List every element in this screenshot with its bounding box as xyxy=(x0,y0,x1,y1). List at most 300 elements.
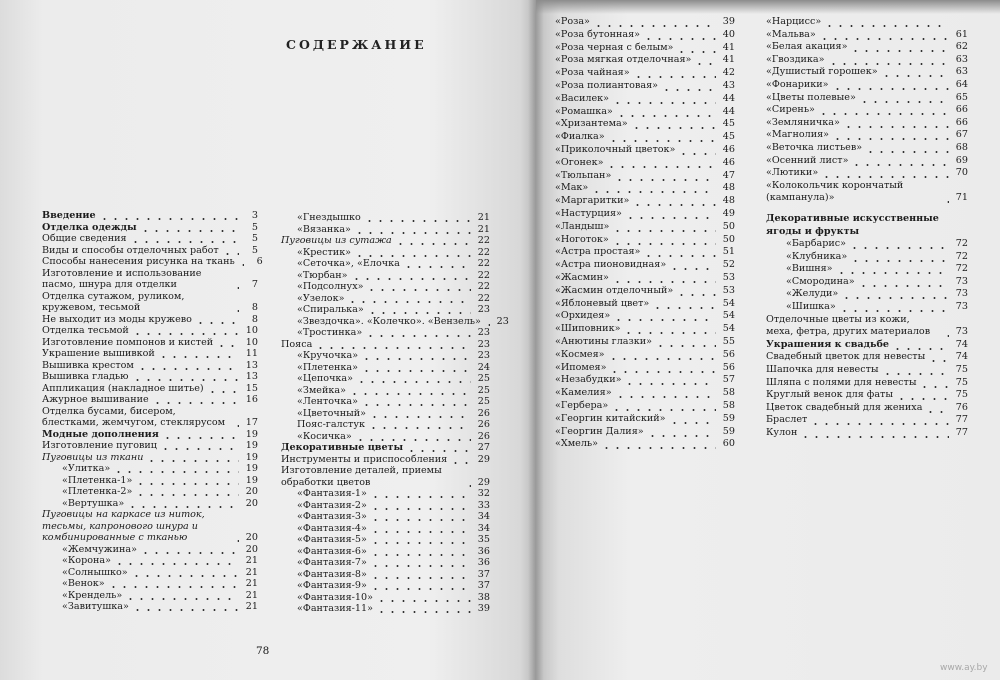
toc-entry-title: «Тюльпан» xyxy=(555,169,612,181)
toc-entry-title: «Настурция» xyxy=(555,207,622,219)
dot-leader xyxy=(616,106,716,119)
toc-entry-title: Пуговицы из сутажа xyxy=(281,235,392,246)
toc-entry-page: 11 xyxy=(245,348,258,359)
toc-entry xyxy=(555,195,735,208)
toc-entry-page: 60 xyxy=(722,438,735,450)
toc-entry-title: Шапочка для невесты xyxy=(766,364,879,376)
toc-entry-title: Вышивка гладью xyxy=(42,371,129,382)
dot-leader xyxy=(601,438,716,451)
toc-entry xyxy=(555,54,735,67)
toc-entry xyxy=(281,523,490,535)
toc-entry-page: 37 xyxy=(477,568,490,580)
toc-entry-title: «Астра пионовидная» xyxy=(555,259,667,271)
toc-entry-page: 75 xyxy=(955,364,968,376)
toc-entry-title: «Фантазия-6» xyxy=(297,545,367,557)
toc-entry-page: 75 xyxy=(955,376,968,388)
toc-entry-title: «Нарцисс» xyxy=(766,16,822,27)
toc-entry xyxy=(555,170,735,183)
toc-entry xyxy=(555,259,735,272)
dot-leader xyxy=(676,42,716,55)
toc-entry xyxy=(766,288,968,301)
toc-entry xyxy=(281,408,490,420)
toc-entry-title: «Роза бутонная» xyxy=(555,28,641,40)
toc-entry xyxy=(555,349,735,362)
toc-entry-title: Общие сведения xyxy=(42,233,127,244)
toc-entry xyxy=(555,387,735,400)
toc-entry-page: 23 xyxy=(477,304,490,315)
toc-entry-title: «Косичка» xyxy=(297,430,352,442)
toc-entry-page: 75 xyxy=(955,389,968,401)
toc-entry xyxy=(555,438,735,451)
toc-entry-title: Пояс-галстук xyxy=(297,419,365,430)
toc-entry xyxy=(766,180,968,205)
toc-entry-page: 22 xyxy=(477,258,490,269)
toc-entry xyxy=(555,144,735,157)
dot-leader xyxy=(146,452,239,464)
toc-entry xyxy=(555,67,735,80)
toc-entry-title: «Фантазия-11» xyxy=(297,603,373,614)
dot-leader xyxy=(369,408,471,420)
toc-entry xyxy=(281,270,490,282)
toc-entry-page: 58 xyxy=(722,399,735,411)
toc-entry xyxy=(281,511,490,523)
dot-leader xyxy=(669,259,716,272)
dot-leader xyxy=(135,475,239,487)
page-edge-shadow xyxy=(536,0,1000,14)
dot-leader xyxy=(643,29,716,42)
toc-entry xyxy=(555,182,735,195)
toc-entry-title: «Ромашка» xyxy=(555,105,613,117)
toc-column-1 xyxy=(42,210,263,613)
toc-entry-page: 63 xyxy=(955,53,968,65)
toc-entry-page: 37 xyxy=(477,580,490,591)
dot-leader xyxy=(694,54,716,67)
toc-entry-page: 34 xyxy=(477,511,490,522)
toc-entry-page: 20 xyxy=(245,532,258,543)
toc-entry xyxy=(766,117,968,130)
toc-entry-page: 54 xyxy=(722,297,735,309)
dot-leader xyxy=(824,16,949,29)
toc-entry-page: 8 xyxy=(251,313,258,325)
toc-entry-title: Вышивка крестом xyxy=(42,359,134,371)
toc-entry-page: 66 xyxy=(955,116,968,128)
toc-entry-title: «Роза» xyxy=(555,16,590,27)
toc-entry-title: Изготовление и использование пасмо, шнура для отделки xyxy=(42,267,202,290)
toc-entry-page: 76 xyxy=(955,401,968,413)
toc-entry xyxy=(281,431,490,443)
toc-entry-title: «Фантазия-3» xyxy=(297,511,367,522)
toc-entry-title: «Роза мягкая отделочная» xyxy=(555,54,692,66)
toc-entry-title: Отделка одежды xyxy=(42,221,137,233)
toc-entry-page: 46 xyxy=(722,156,735,168)
dot-leader xyxy=(370,500,471,512)
toc-entry-title: «Анютины глазки» xyxy=(555,335,652,347)
toc-entry-title: «Солнышко» xyxy=(62,566,128,578)
toc-entry xyxy=(766,364,968,377)
toc-entry-page: 22 xyxy=(477,235,490,246)
toc-entry xyxy=(766,389,968,402)
dot-leader xyxy=(608,131,716,144)
dot-leader xyxy=(841,288,949,301)
toc-entry-page: 47 xyxy=(722,169,735,181)
toc-entry xyxy=(281,454,490,466)
dot-leader xyxy=(836,263,949,276)
toc-entry xyxy=(281,224,490,236)
dot-leader xyxy=(810,414,949,427)
toc-entry-page: 35 xyxy=(477,534,490,545)
dot-leader xyxy=(612,93,716,106)
dot-leader xyxy=(928,351,949,364)
toc-entry xyxy=(281,212,490,224)
toc-entry xyxy=(766,155,968,168)
toc-entry-title: Украшения к свадьбе xyxy=(766,338,890,350)
toc-entry xyxy=(766,427,968,440)
toc-entry-title: «Колокольчик корончатый (кампанула)» xyxy=(766,179,904,204)
toc-entry-page: 36 xyxy=(477,557,490,568)
dot-leader xyxy=(376,592,471,604)
toc-entry-title: «Ландыш» xyxy=(555,220,610,232)
toc-entry xyxy=(555,310,735,323)
dot-leader xyxy=(406,442,471,454)
toc-entry xyxy=(766,276,968,289)
toc-entry xyxy=(42,590,258,602)
toc-entry-page: 26 xyxy=(477,407,490,419)
toc-entry-title: «Мальва» xyxy=(766,28,816,40)
dot-leader xyxy=(828,54,949,67)
toc-entry xyxy=(555,298,735,311)
toc-entry xyxy=(766,377,968,390)
toc-entry xyxy=(42,601,258,613)
dot-leader xyxy=(612,234,716,247)
dot-leader xyxy=(661,80,716,93)
dot-leader xyxy=(625,208,716,221)
toc-entry-page: 38 xyxy=(477,591,490,603)
dot-leader xyxy=(140,222,239,234)
toc-entry xyxy=(42,475,258,487)
dot-leader xyxy=(361,396,471,408)
dot-leader xyxy=(882,364,949,377)
toc-entry-page: 39 xyxy=(477,603,490,614)
toc-entry-title: Способы нанесения рисунка на ткань xyxy=(42,256,235,267)
toc-entry xyxy=(42,429,258,441)
toc-entry-page: 8 xyxy=(251,302,258,313)
dot-leader xyxy=(633,67,716,80)
toc-entry xyxy=(766,16,968,29)
toc-entry-title: «Кручочка» xyxy=(297,350,359,361)
toc-entry xyxy=(42,256,263,268)
dot-leader xyxy=(611,400,716,413)
toc-entry-page: 36 xyxy=(477,545,490,557)
dot-leader xyxy=(370,488,471,500)
toc-entry xyxy=(42,463,258,475)
dot-leader xyxy=(99,210,239,222)
toc-entry-page: 51 xyxy=(722,246,735,258)
dot-leader xyxy=(356,373,471,385)
toc-entry xyxy=(281,362,490,374)
dot-leader xyxy=(160,440,239,452)
toc-entry xyxy=(42,314,258,326)
toc-entry-page: 46 xyxy=(722,143,735,155)
toc-entry xyxy=(555,374,735,387)
toc-entry-title: «Сеточка», «Елочка xyxy=(297,258,400,269)
toc-entry-page: 29 xyxy=(477,453,490,465)
dot-leader xyxy=(609,362,716,375)
toc-entry-title: «Жасмин» xyxy=(555,271,609,283)
toc-entry xyxy=(42,452,258,464)
dot-leader xyxy=(593,16,716,29)
toc-entry-page: 22 xyxy=(477,281,490,292)
toc-entry xyxy=(42,348,258,360)
toc-entry xyxy=(766,402,968,415)
dot-leader xyxy=(162,429,239,441)
dot-leader xyxy=(943,192,949,205)
toc-entry-page: 20 xyxy=(245,497,258,509)
toc-entry-page: 41 xyxy=(722,41,735,53)
toc-entry-title: «Жемчужина» xyxy=(62,543,137,555)
dot-leader xyxy=(370,511,471,523)
toc-entry-title: «Фантазия-4» xyxy=(297,522,367,534)
toc-entry xyxy=(281,419,490,431)
toc-entry-page: 59 xyxy=(722,425,735,437)
toc-entry-title: «Крендель» xyxy=(62,589,123,601)
toc-entry-title: «Георгин Далия» xyxy=(555,425,644,437)
toc-entry-page: 21 xyxy=(245,555,258,566)
toc-entry-page: 26 xyxy=(477,430,490,442)
toc-entry-title: Круглый венок для фаты xyxy=(766,389,893,401)
toc-entry-page: 19 xyxy=(245,428,258,440)
toc-entry-title: «Хризантема» xyxy=(555,118,628,130)
dot-leader xyxy=(238,256,244,268)
toc-column-3 xyxy=(555,16,735,451)
toc-entry-page: 39 xyxy=(722,16,735,27)
toc-entry-title: Введение xyxy=(42,210,96,221)
toc-entry-title: «Незабудки» xyxy=(555,374,622,386)
toc-entry-page: 10 xyxy=(245,325,258,336)
toc-entry-page: 5 xyxy=(251,221,258,233)
toc-entry-page: 21 xyxy=(245,566,258,578)
toc-entry-title: «Фонарики» xyxy=(766,78,829,90)
dot-leader xyxy=(130,233,239,245)
dot-leader xyxy=(315,339,471,351)
dot-leader xyxy=(351,270,471,282)
toc-entry-page: 5 xyxy=(251,244,258,256)
toc-entry-title: «Веточка листьев» xyxy=(766,141,863,153)
toc-entry xyxy=(281,373,490,385)
toc-entry-page: 19 xyxy=(245,463,258,474)
dot-leader xyxy=(652,298,716,311)
toc-entry-title: «Желуди» xyxy=(786,288,839,300)
toc-entry-page: 52 xyxy=(722,259,735,271)
toc-entry-title: «Приколочный цветок» xyxy=(555,143,676,155)
toc-entry-title: «Тюрбан» xyxy=(297,269,348,281)
toc-entry xyxy=(281,396,490,408)
dot-leader xyxy=(233,417,239,429)
toc-entry-page: 70 xyxy=(955,167,968,179)
dot-leader xyxy=(140,544,239,556)
toc-entry-page: 41 xyxy=(722,54,735,66)
toc-entry xyxy=(766,238,968,251)
toc-entry-page: 42 xyxy=(722,67,735,79)
toc-entry-page: 45 xyxy=(722,118,735,130)
toc-entry-title: «Улитка» xyxy=(62,463,111,474)
toc-entry-title: «Змейка» xyxy=(297,384,346,396)
toc-entry-title: «Вязанка» xyxy=(297,223,351,235)
dot-leader xyxy=(113,463,239,475)
dot-leader xyxy=(832,129,949,142)
dot-leader xyxy=(843,117,949,130)
toc-entry-page: 53 xyxy=(722,271,735,283)
dot-leader xyxy=(216,337,239,349)
dot-leader xyxy=(631,118,716,131)
toc-entry xyxy=(766,351,968,364)
toc-entry-title: «Шиповник» xyxy=(555,323,621,335)
toc-entry xyxy=(555,131,735,144)
book-gutter xyxy=(528,0,544,680)
toc-entry xyxy=(42,509,258,544)
toc-entry xyxy=(42,233,258,245)
toc-entry xyxy=(555,16,735,29)
toc-entry-page: 67 xyxy=(955,129,968,141)
toc-entry xyxy=(555,426,735,439)
toc-entry-title: «Плетенка-1» xyxy=(62,474,133,486)
toc-entry-title: «Крестик» xyxy=(297,246,352,258)
dot-leader xyxy=(624,374,716,387)
toc-entry-page: 17 xyxy=(245,417,258,428)
toc-entry-title: «Ипомея» xyxy=(555,361,607,373)
dot-leader xyxy=(370,580,471,592)
toc-entry-page: 21 xyxy=(245,601,258,612)
dot-leader xyxy=(354,224,471,236)
toc-entry-page: 15 xyxy=(245,382,258,394)
toc-entry-title: Отделка сутажом, руликом, кружевом, тесьмой xyxy=(42,290,185,313)
toc-entry-page: 23 xyxy=(477,338,490,350)
toc-entry-title: Украшение вышивкой xyxy=(42,348,155,359)
toc-entry-title: «Роза черная с белым» xyxy=(555,41,674,53)
toc-entry xyxy=(766,339,968,352)
toc-entry-title: «Осенний лист» xyxy=(766,154,849,166)
toc-entry-title: «Ноготок» xyxy=(555,233,609,245)
toc-entry xyxy=(555,362,735,375)
toc-entry xyxy=(555,42,735,55)
dot-leader xyxy=(233,532,239,544)
dot-leader xyxy=(669,413,716,426)
toc-entry xyxy=(42,486,258,498)
toc-entry-page: 3 xyxy=(251,210,258,221)
toc-entry-page: 48 xyxy=(722,195,735,207)
dot-leader xyxy=(370,534,471,546)
toc-entry-page: 72 xyxy=(955,263,968,275)
toc-entry xyxy=(281,293,490,305)
toc-entry xyxy=(555,272,735,285)
toc-entry-title: Свадебный цветок для невесты xyxy=(766,351,926,363)
toc-entry xyxy=(281,546,490,558)
toc-entry xyxy=(281,327,490,339)
toc-entry-title: «Барбарис» xyxy=(786,238,847,250)
toc-entry-title: Изготовление пуговиц xyxy=(42,440,157,451)
toc-entry xyxy=(281,580,490,592)
toc-entry-page: 33 xyxy=(477,499,490,511)
toc-entry xyxy=(766,129,968,142)
toc-entry-title: Изготовление помпонов и кистей xyxy=(42,336,214,348)
toc-entry-page: 56 xyxy=(722,348,735,360)
dot-leader xyxy=(612,221,716,234)
toc-entry xyxy=(766,29,968,42)
toc-entry-title: Виды и способы отделочных работ xyxy=(42,244,219,256)
toc-entry-page: 23 xyxy=(496,315,509,327)
toc-entry xyxy=(555,80,735,93)
dot-leader xyxy=(623,323,716,336)
toc-entry-title: «Душистый горошек» xyxy=(766,66,878,78)
toc-entry-page: 61 xyxy=(955,28,968,40)
dot-leader xyxy=(132,371,240,383)
dot-leader xyxy=(643,246,716,259)
toc-entry-title: «Яблоневый цвет» xyxy=(555,297,650,309)
toc-entry-page: 73 xyxy=(955,326,968,338)
dot-leader xyxy=(859,92,949,105)
toc-entry-title: «Хмель» xyxy=(555,438,599,450)
toc-entry-title: Отделка тесьмой xyxy=(42,325,129,336)
toc-entry-title: «Огонек» xyxy=(555,156,604,168)
toc-entry xyxy=(555,246,735,259)
toc-entry-title: «Роза полиантовая» xyxy=(555,79,659,91)
dot-leader xyxy=(361,362,471,374)
toc-entry-title: «Цветочный» xyxy=(297,407,367,419)
dot-leader xyxy=(608,349,716,362)
toc-entry-title: «Цепочка» xyxy=(297,373,354,384)
toc-entry-page: 27 xyxy=(477,442,490,453)
dot-leader xyxy=(614,170,716,183)
toc-entry-page: 23 xyxy=(477,350,490,361)
toc-entry-title: «Цветы полевые» xyxy=(766,91,856,103)
toc-entry xyxy=(42,337,258,349)
toc-entry xyxy=(281,350,490,362)
toc-entry xyxy=(766,251,968,264)
dot-leader xyxy=(819,29,949,42)
toc-entry xyxy=(42,291,258,314)
toc-entry xyxy=(42,567,258,579)
toc-entry xyxy=(766,142,968,155)
toc-entry-page: 65 xyxy=(955,91,968,103)
dot-leader xyxy=(850,251,949,264)
toc-entry xyxy=(42,325,258,337)
dot-leader xyxy=(135,486,239,498)
toc-entry xyxy=(42,360,258,372)
toc-entry-page: 68 xyxy=(955,141,968,153)
toc-entry-title: «Гербера» xyxy=(555,399,609,411)
toc-entry-page: 21 xyxy=(245,589,258,601)
toc-entry xyxy=(766,79,968,92)
dot-leader xyxy=(132,325,239,337)
dot-leader xyxy=(892,339,949,352)
toc-entry-page: 49 xyxy=(722,207,735,219)
dot-leader xyxy=(364,212,471,224)
dot-leader xyxy=(678,144,716,157)
toc-entry-page: 62 xyxy=(955,41,968,53)
dot-leader xyxy=(858,276,949,289)
toc-entry-page: 74 xyxy=(955,338,968,350)
toc-entry xyxy=(766,41,968,54)
dot-leader xyxy=(370,557,471,569)
toc-entry-page: 77 xyxy=(955,414,968,426)
toc-entry-title: Шляпа с полями для невесты xyxy=(766,376,917,388)
toc-entry-title: «Смородина» xyxy=(786,275,855,287)
toc-entry xyxy=(766,314,968,339)
toc-entry xyxy=(42,394,258,406)
dot-leader xyxy=(800,427,949,440)
toc-entry-title: «Фантазия-8» xyxy=(297,568,367,580)
toc-entry-title: Модные дополнения xyxy=(42,428,159,440)
toc-entry xyxy=(766,263,968,276)
